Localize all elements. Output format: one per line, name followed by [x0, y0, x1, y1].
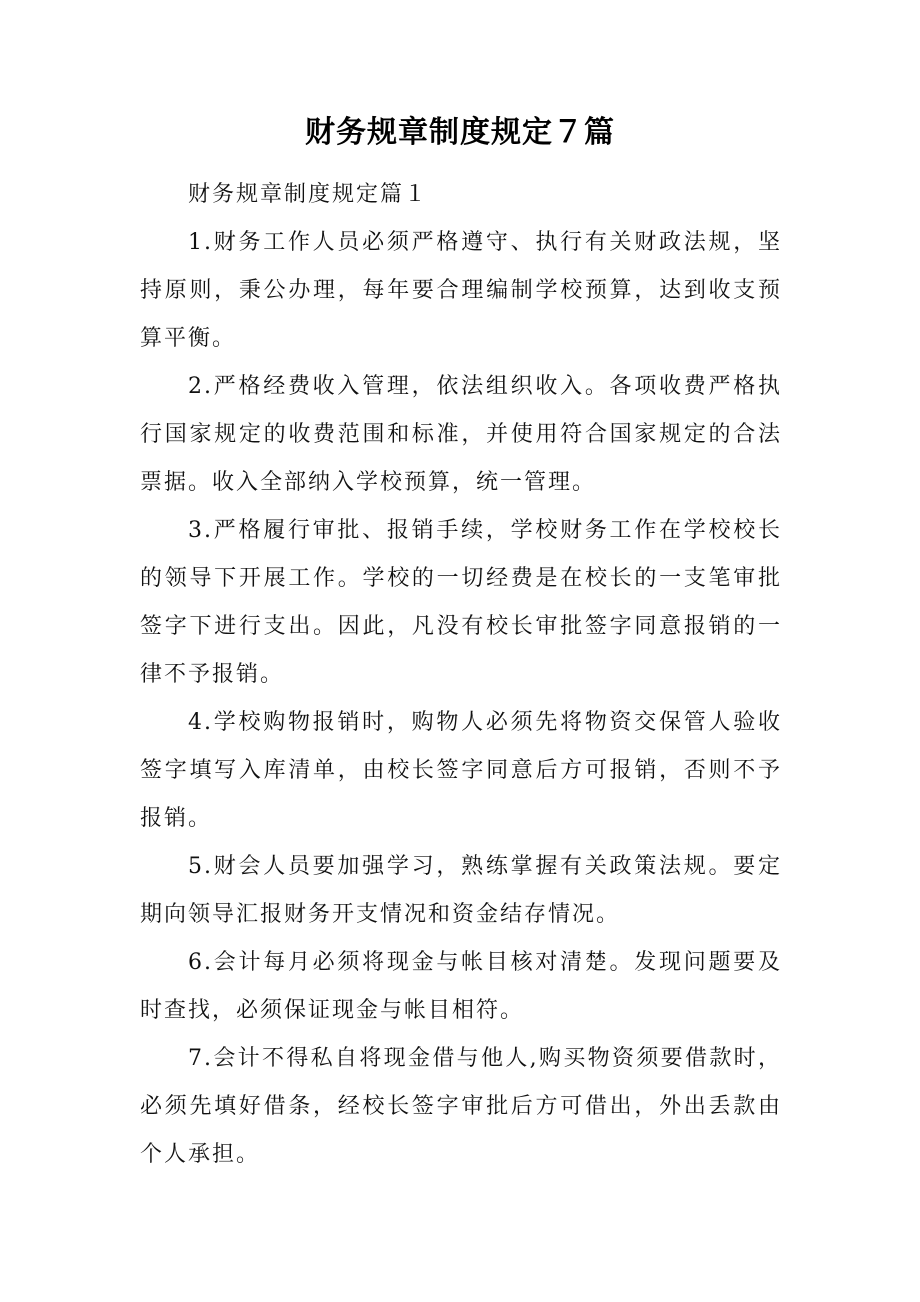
document-title: 财务规章制度规定７篇: [305, 115, 615, 150]
paragraph-7: 7.会计不得私自将现金借与他人,购买物资须要借款时，必须先填好借条，经校长签字审批后方可借出，外出丢款由个人承担。: [140, 1046, 782, 1167]
paragraph-1: 1.财务工作人员必须严格遵守、执行有关财政法规，坚持原则，秉公办理，每年要合理编制学校预算，达到收支预算平衡。: [140, 230, 782, 351]
paragraph-6: 6.会计每月必须将现金与帐目核对清楚。发现问题要及时查找，必须保证现金与帐目相符。: [140, 950, 782, 1023]
paragraph-4: 4.学校购物报销时，购物人必须先将物资交保管人验收签字填写入库清单，由校长签字同意后方可报销，否则不予报销。: [140, 710, 782, 831]
section-heading: 财务规章制度规定篇１: [188, 182, 429, 207]
paragraph-3: 3.严格履行审批、报销手续，学校财务工作在学校校长的领导下开展工作。学校的一切经费是在校长的一支笔审批签字下进行支出。因此，凡没有校长审批签字同意报销的一律不予报销。: [140, 518, 782, 687]
paragraph-2: 2.严格经费收入管理，依法组织收入。各项收费严格执行国家规定的收费范围和标准，并使用符合国家规定的合法票据。收入全部纳入学校预算，统一管理。: [140, 374, 782, 495]
document-body: [140, 171, 782, 1179]
paragraph-5: 5.财会人员要加强学习，熟练掌握有关政策法规。要定期向领导汇报财务开支情况和资金结存情况。: [140, 854, 782, 927]
